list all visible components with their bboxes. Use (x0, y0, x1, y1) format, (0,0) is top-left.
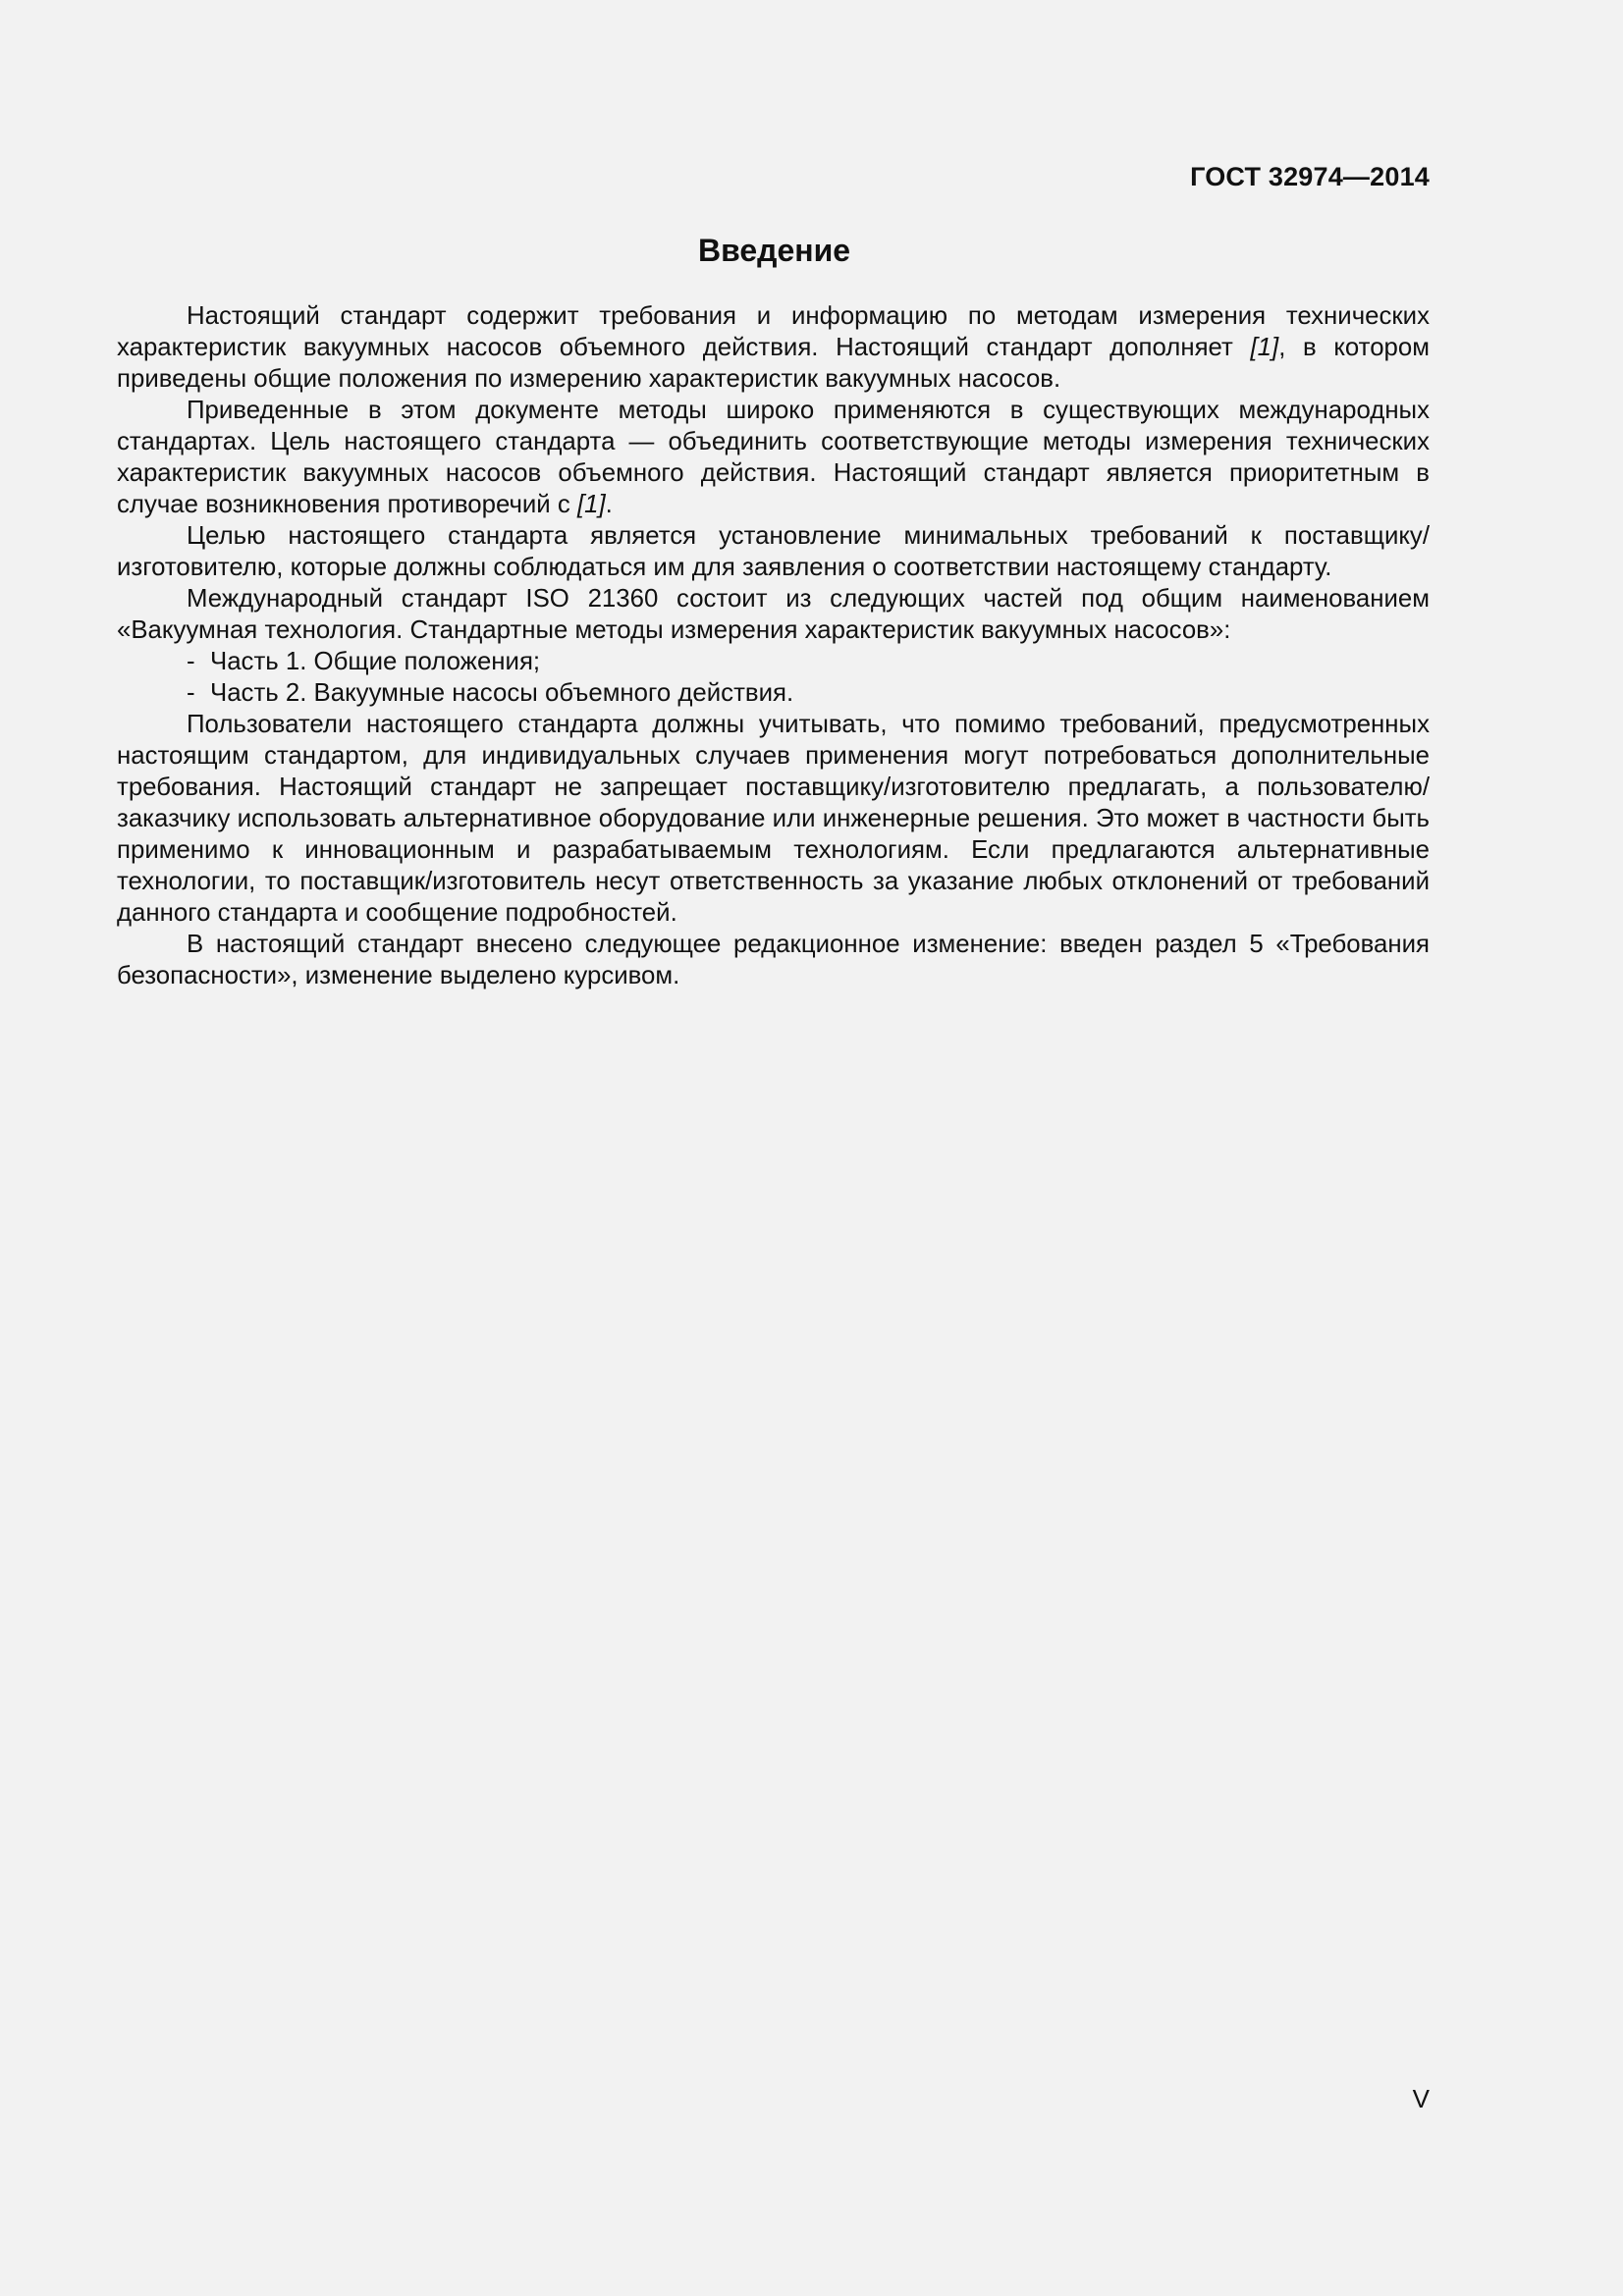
list-item-text: Часть 1. Общие положения; (210, 648, 541, 675)
list-marker: - (187, 679, 195, 707)
list-item (117, 677, 1430, 709)
reference-link: [1] (1250, 334, 1279, 361)
paragraph-5: Пользователи настоящего стандарта должны учитывать, что помимо требований, предусмотренных настоящим стандартом, для индивидуальных случаев применения могут потребоваться дополнительные требования. Настоящий стандарт не запрещает поставщику/изготовителю предлагать, а пользователю/заказчику использовать альтернативное оборудование или инженерные решения. Это может в частности быть применимо к инновационным и разрабатываемым технологиям. Если предлагаются альтернативные технологии, то поставщик/изготовитель несут ответственность за указание любых отклонений от требований данного стандарта и сообщение подробностей. (117, 711, 1430, 927)
section-title: Введение (697, 233, 851, 268)
list-item-text: Часть 2. Вакуумные насосы объемного действия. (210, 679, 794, 707)
list-marker: - (187, 648, 195, 675)
section-body (117, 300, 1430, 991)
paragraph-1-text-b: , в котором приведены общие положения по измерению характеристик вакуумных насосов. (117, 334, 1430, 393)
paragraph-3: Целью настоящего стандарта является установление минимальных требований к поставщику/изготовителю, которые должны соблюдаться им для заявления о соответствии настоящему стандарту. (117, 522, 1430, 581)
paragraph-1-text-a: Настоящий стандарт содержит требования и информацию по методам измерения технических характеристик вакуумных насосов объемного действия. Настоящий стандарт дополняет (117, 302, 1430, 361)
document-code: ГОСТ 32974—2014 (1190, 162, 1430, 191)
paragraph-2-text-a: Приведенные в этом документе методы широко применяются в существующих международных стандартах. Цель настоящего стандарта — объединить соответствующие методы измерения технических характеристик вакуумных насосов объемного действия. Настоящий стандарт является приоритетным в случае возникновения противоречий с (117, 397, 1430, 518)
paragraph-2-text-b: . (605, 491, 613, 518)
paragraph-6: В настоящий стандарт внесено следующее редакционное изменение: введен раздел 5 «Требования безопасности», изменение выделено курсивом. (117, 931, 1430, 989)
paragraph-4: Международный стандарт ISO 21360 состоит из следующих частей под общим наименованием «Вакуумная технология. Стандартные методы измерения характеристик вакуумных насосов»: (117, 585, 1430, 644)
reference-link: [1] (576, 491, 606, 518)
list-item (117, 646, 1430, 677)
paragraph-1 (117, 300, 1430, 395)
page-number: V (1412, 2084, 1430, 2113)
paragraph-2 (117, 395, 1430, 520)
